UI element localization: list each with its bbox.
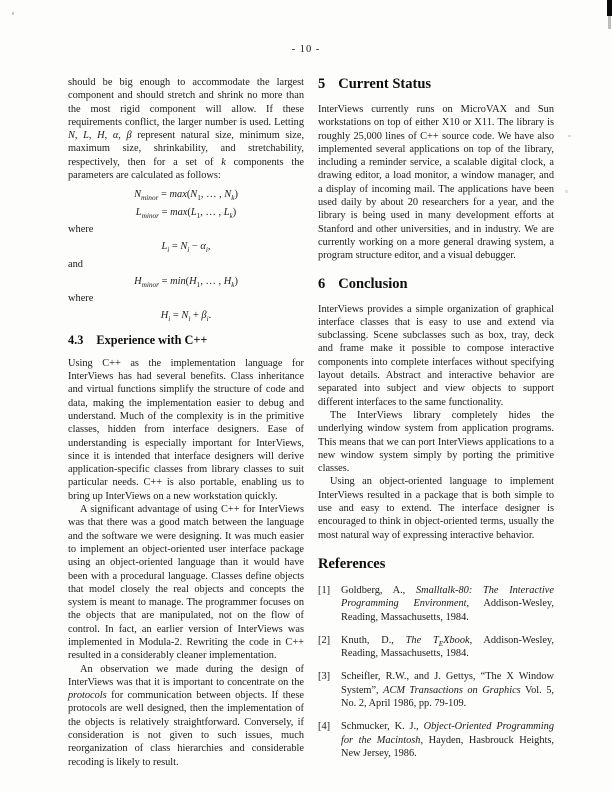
reference-label: [1]	[318, 584, 331, 596]
reference-item	[318, 584, 554, 624]
scan-speck	[12, 12, 14, 15]
reference-label: [3]	[318, 671, 331, 683]
equation-connector-where: where	[68, 293, 94, 305]
reference-item	[318, 634, 554, 661]
equation-l-i: $L_i = N_i - \alpha_i$,	[161, 241, 211, 255]
section-heading-5	[318, 76, 554, 93]
section-number: 5	[318, 76, 326, 92]
equation-connector-and: and	[68, 258, 84, 270]
reference-item	[318, 670, 554, 710]
body-paragraph: Using an object-oriented language to implement InterViews resulted in a package that is both simple to use and easy to extend. The interface designer is encouraged to think in object-oriented terms, usually the most natural way of expressing interactive behavior.	[318, 476, 554, 541]
reference-text: Knuth, D., The $T_EXbook$, Addison-Wesley, Reading, Massachusetts, 1984.	[341, 634, 555, 660]
scan-artifact-corner-mark	[607, 0, 612, 16]
body-paragraph: A significant advantage of using C++ for InterViews was that there was a good match between the language and the software we were designing. It was much easier to implement an object-oriented user interface package using an object-oriented language than it would have been with a procedural language. Classes define objects that model closely the real objects and concepts the system is meant to manage. The programmer focuses on the objects that are manipulated, not on the flow of control. In fact, an earlier version of InterViews was implemented in Modula-2. Rewriting the code in C++ resulted in a considerably cleaner implementation.	[68, 504, 304, 662]
reference-text: Goldberg, A., Smalltalk-80: The Interactive Programming Environment, Addison-Wesley, Reading, Massachusetts, 1984.	[341, 584, 554, 623]
reference-label: [4]	[318, 721, 331, 733]
reference-label: [2]	[318, 634, 331, 646]
right-column	[318, 76, 554, 770]
body-paragraph: InterViews provides a simple organization of graphical interface classes that is easy to use and extend via subclassing. Scene subclasses such as box, tray, deck and frame make it possible to compose interactive components into complete interfaces without specifying layout details. Abstract and interactive behavior are separated into subject and view objects to support different interfaces to the same functionality.	[318, 303, 554, 408]
scan-speck	[568, 135, 571, 137]
equation-h-i: $H_i = N_i + \beta_i$.	[160, 310, 212, 324]
section-number: 6	[318, 275, 326, 292]
subsection-number: 4.3	[68, 332, 84, 347]
equation-n-minor: $N_{minor} = \max(N_1$, … , $N_k$)	[134, 189, 238, 203]
reference-text: Scheifler, R.W., and J. Gettys, “The X Window System”, ACM Transactions on Graphics Vol. 5, No. 2, April 1986, pp. 79-109.	[341, 671, 554, 709]
references-heading: References	[318, 555, 386, 572]
subsection-title: Experience with C++	[96, 332, 208, 347]
section-heading-6	[318, 276, 554, 293]
body-paragraph: Using C++ as the implementation language for InterViews has had several benefits. Class inheritance and virtual functions simplify the structure of code and data, making the implementation easier to debug and understand. Much of the complexity is in the primitive classes, hidden from interface designers. Ease of understanding is especially important for InterViews, since it is intended that interface designers will derive application-specific classes from library classes to suit particular needs. C++ is also portable, enabling us to bring up InterViews on a new workstation quickly.	[68, 357, 304, 502]
subsection-heading-4-3	[68, 333, 304, 348]
reference-item	[318, 720, 554, 760]
equation-l-minor: $L_{minor} = \max(L_1$, … , $L_k$)	[135, 206, 237, 220]
body-paragraph: The InterViews library completely hides the underlying window system from application programs. This means that we can port InterViews applications to a new window system simply by porting the primitive classes.	[318, 409, 554, 475]
equation-connector-where: where	[68, 223, 94, 235]
page-number: - 10 -	[291, 44, 321, 55]
left-column	[68, 76, 304, 769]
scan-artifact-smudge	[608, 16, 611, 29]
section-title: Conclusion	[338, 275, 408, 292]
body-paragraph: should be big enough to accommodate the largest component and should stretch and shrink no more than the most rigid component will allow. If these requirements conflict, the larger number is used. Letting N, L, H, α, β represent natural size, minimum size, maximum size, shrinkability, and stretchability, respectively, then for a set of k components the parameters are calculated as follows:	[68, 77, 305, 182]
reference-text: Schmucker, K. J., Object-Oriented Programming for the Macintosh, Hayden, Hasbrouck Heights, New Jersey, 1986.	[341, 721, 554, 759]
scan-speck	[565, 190, 568, 193]
body-paragraph: InterViews currently runs on MicroVAX and Sun workstations on top of either X10 or X11. The library is roughly 25,000 lines of C++ source code. We have also implemented several applications on top of the library, including a reminder service, a scalable digital clock, a drawing editor, a load monitor, a window manager, and a display of incoming mail. The applications have been used daily by about 20 researchers for a year, and the library is being used in many development efforts at Stanford and other universities, and in industry. We are currently working on a more general drawing system, a program structure editor, and a visual debugger.	[318, 104, 554, 262]
equation-h-minor: $H_{minor} = \min(H_1$, … , $H_k$)	[134, 275, 238, 289]
section-title: Current Status	[338, 76, 432, 92]
body-paragraph: An observation we made during the design of InterViews was that it is important to concentrate on the protocols for communication between objects. If these protocols are well designed, then the implementation of the objects is relatively straightforward. Conversely, if consideration is not given to such issues, much reorganization of class hierarchies and considerable recoding is likely to result.	[68, 663, 304, 768]
equation-block	[68, 188, 304, 322]
